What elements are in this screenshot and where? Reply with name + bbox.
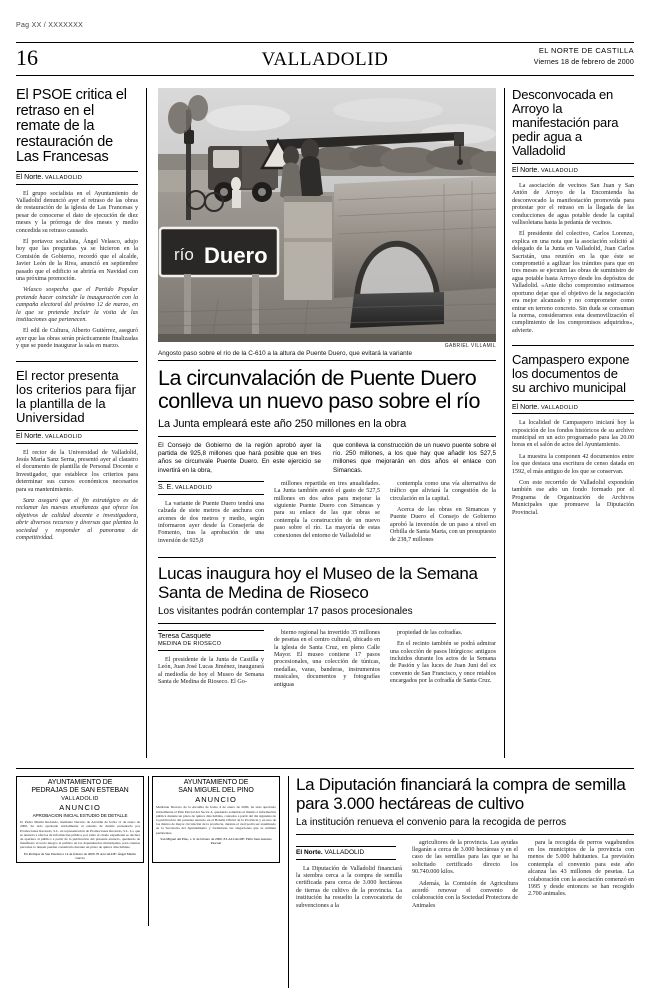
paragraph: El grupo socialista en el Ayuntamiento de Valladolid denunció ayer el retraso de las obras de restauración de la iglesia de Las Francesas y pesar de conocerse el dato de ejecución de diez meses y la prórroga de dos meses y medio concedida su retraso causado. <box>16 190 138 234</box>
lead-left: El Consejo de Gobierno de la región aprobó ayer la partida de 925,8 millones que hará posible que en tres años se circunvale Puente Duero. En este ejercicio se invertirá en la obra, <box>158 442 321 474</box>
byline-author: El Norte. <box>16 174 44 181</box>
bottom-column-rule <box>288 776 289 988</box>
body-text <box>158 657 264 687</box>
headline-campaspero: Campaspero expone los documentos de su archivo municipal <box>512 352 630 396</box>
svg-text:río: río <box>174 245 194 264</box>
rule <box>158 623 496 624</box>
byline-campaspero <box>512 400 634 414</box>
paragraph: agricultores de la provincia. Las ayudas llegarán a cerca de 3.000 hectáreas y en el caso de las semillas para las que se ha solicitado certificado directo los 90.740.000 kilos. <box>412 839 518 876</box>
body-psoe <box>16 191 138 351</box>
lead-right: que conlleva la construcción de un nuevo puente sobre el río. 250 millones, a los que hay que añadir los 527,5 millones que mejorarán en dos años el enlace con Simancas. <box>333 442 496 474</box>
ad-title2: PEDRAJAS DE SAN ESTEBAN <box>31 787 129 795</box>
byline-circunvalacion <box>158 481 264 495</box>
subhead-museo: Los visitantes podrán contemplar 17 pasos procesionales <box>158 606 413 618</box>
paper-info <box>534 46 634 68</box>
ad-kind: ANUNCIO <box>59 802 101 812</box>
ad-subject: APROBACION INICIAL ESTUDIO DE DETALLE <box>32 812 128 818</box>
photo-credit: GABRIEL VILLAMIL <box>444 343 496 349</box>
paragraph: bierno regional ha invertido 35 millones de pesetas en el centro cultural, ubicado en la iglesia de Santa Cruz, en pleno Calle Mayor. El museo contiene 17 pasos procesionales, una colección de túnicas, medallas, varas, banderas, instrumentos musicales, documentos y fotografías antiguas <box>274 629 380 688</box>
article-circunvalacion <box>158 367 496 549</box>
body-col-2 <box>412 840 518 915</box>
paragraph: contempla como una vía alternativa de tráfico que aliviará la congestión de la circulación en la capital. <box>390 480 496 502</box>
official-ads <box>16 776 284 863</box>
byline-location: VALLADOLID <box>541 167 579 174</box>
headline-museo: Lucas inaugura hoy el Museo de la Semana Santa de Medina de Rioseco <box>158 564 478 602</box>
ad-kind: ANUNCIO <box>195 795 237 805</box>
body-col-1 <box>158 481 264 549</box>
paragraph: La variante de Puente Duero tendrá una calzada de siete metros de anchura con arcenes de dos metros y medio, según informaron ayer desde la Consejería de Fomento, tras la aprobación de una inversión de 925,8 <box>158 500 264 544</box>
ad-body-text: D. Pedro Martín Redondo, mediante Decreto de Alcaldía de fecha 11 de enero de 2000, ha sido aprobado inicialmente el estudio de detalle presentado por Promociones Recaudo, S.L. en representación de Promociones Recaudo, S.L. Lo que se anuncia a efectos de información pública, por tanto el citado expediente se declara de apertura al público a partir de la publicación del presente anuncio, quedando de manifiesto el texto íntegro al público en las dependencias municipales, para cuantas personas lo deseen puedan consultarlo durante un plazo de quince días hábiles. <box>20 820 140 850</box>
column-rule-left <box>146 88 147 758</box>
photo-artwork <box>158 88 496 342</box>
ad-body <box>156 805 276 834</box>
ad-province: VALLADOLID <box>61 796 99 803</box>
ad-title: AYUNTAMIENTO DE <box>183 779 249 786</box>
ad-san-miguel <box>152 776 280 863</box>
headline-rector: El rector presenta los criterios para fijar la plantilla de la Universidad <box>16 367 136 425</box>
paper-name: EL NORTE DE CASTILLA <box>538 46 634 55</box>
left-column <box>16 88 138 547</box>
byline-location: VALLADOLID <box>45 175 83 181</box>
column-rule-right <box>504 88 505 758</box>
center-column <box>158 88 496 693</box>
headline-diputacion: La Diputación financiará la compra de semilla para 3.000 hectáreas de cultivo <box>296 775 626 813</box>
article-diputacion <box>296 776 634 914</box>
paragraph: Además, la Comisión de Agricultura acordó renovar el convenio de colaboración con la Sociedad Protectora de Animales <box>412 880 518 909</box>
right-column <box>512 88 634 521</box>
paragraph: La muestra la componen 42 documentos entre los que destaca una escritura de censo datada en 1592, el más antiguo de los que se conservan. <box>512 453 634 475</box>
lead-paragraphs <box>158 442 496 475</box>
body-col-2 <box>274 481 380 549</box>
paragraph: La localidad de Campaspero iniciará hoy la exposición de los fondos históricos de su archivo municipal en un acto programado para las 20.00 horas en el salón de actos del Ayuntamiento. <box>512 420 634 449</box>
subhead-circunvalacion: La Junta empleará este año 250 millones en la obra <box>158 418 407 430</box>
body-col-3 <box>528 840 634 915</box>
body-arroyo <box>512 183 634 335</box>
paper-date: Viernes 18 de febrero de 2000 <box>533 59 634 66</box>
photo-caption: Angosto paso sobre el río de la C-610 a la altura de Puente Duero, que evitará la variante <box>158 349 496 361</box>
ad-title: AYUNTAMIENTO DE <box>47 779 113 786</box>
paragraph: Velasco sospecha que el Partido Popular pretende hacer coincidir la inauguración con la campaña electoral del próximo 12 de marzo, en la que se pretende incluir la visita de las instituciones que pertenecen. <box>16 287 138 323</box>
paragraph: La asociación de vecinos San Juan y San Antón de Arroyo de la Encomienda ha desconvocado la manifestación promovida para protestar por el retraso en la llegada de las conducciones de agua potable desde la capital vallisoletana hasta la pedanía de vecinos. <box>512 183 634 227</box>
paragraph: El rector de la Universidad de Valladolid, Jesús María Sanz Serna, presentó ayer al claustro el documento de plantilla de Personal Docente e Investigador, que establece los criterios para determinar sus cursos económicos necesarios para su mantenimiento. <box>16 449 138 493</box>
byline-location: MEDINA DE RIOSECO <box>158 641 222 648</box>
photo-puente-duero <box>158 88 496 342</box>
paragraph: El edil de Cultura, Alberto Gutiérrez, aseguró ayer que las obras serán prácticamente finalizadas y que se puede inaugurar la sala en marzo. <box>16 328 138 350</box>
paragraph: para la recogida de perros vagabundos en los municipios de la provincia con menos de 5.000 habitantes. La previsión contempla el convenio para este año alcanza las 43 millones de pesetas. La colaboración con la asociación comenzó en 1995 y desde entonces se han recogido 2.700 animales. <box>528 839 634 898</box>
byline-location: VALLADOLID <box>175 485 213 492</box>
bottom-separator <box>16 768 634 769</box>
byline-author: El Norte. <box>512 166 540 174</box>
headline-psoe: El PSOE critica el retraso en el remate de la restauración de Las Francesas <box>16 87 127 165</box>
byline-rector <box>16 430 138 444</box>
body-diputacion <box>296 840 634 915</box>
body-museo <box>158 630 496 693</box>
article-museo <box>158 557 496 693</box>
ad-body-text: Mediante Decreto de la Alcaldía de fecha 4 de enero de 2000, ha sido aprobado inicialmente el Plan Parcial del Sector 4, quedando sometido el mismo a información pública durante un plazo de quince días hábiles, contados a partir del día siguiente de la publicación del presente anuncio en el Boletín Oficial de la Provincia y en uno de los diarios de mayor circulación de la provincia, durante el cual podrá ser examinado en la Secretaría del Ayuntamiento y formularse las alegaciones que se estimen pertinentes. <box>156 805 276 835</box>
subhead-diputacion: La institución renueva el convenio para la recogida de perros <box>296 817 567 828</box>
body-col-1 <box>296 840 402 915</box>
body-rector <box>16 450 138 543</box>
byline-author: El Norte. <box>296 849 323 856</box>
paragraph: El portavoz socialista, Ángel Velasco, adujo hoy que las preguntas ya se hicieron en la Comisión de Gobierno, recordó que el alcalde, Javier León de la Riva, anunció en septiembre pasado que el edificio se abriría en Navidad con una próxima promoción. <box>16 238 138 282</box>
byline-author: El Norte. <box>16 433 44 441</box>
body-text <box>158 501 264 545</box>
byline-author: El Norte. <box>512 403 540 411</box>
paragraph: millones repartida en tres anualidades. La Junta también anotó el gasto de 527,5 millones en dos años para mejorar la siguiente Puente Duero con Simancas y para su enlace de las que obras se contempla la construcción de un nuevo paso sobre el río. La mayoría de estas conexiones del entorno de Valladolid se <box>274 480 380 539</box>
svg-text:Duero: Duero <box>204 243 268 268</box>
article-psoe <box>16 88 138 351</box>
article-rector <box>16 361 138 543</box>
page-slug: Pag XX / XXXXXXX <box>16 22 84 29</box>
page-folio: 16 <box>16 45 38 70</box>
masthead <box>16 42 634 76</box>
ad-footer: San Miguel del Pino, a 11 de febrero de 2000. EL ALCALDE: Félix Juan Antonio Pascual <box>160 836 272 845</box>
headline-circunvalacion: La circunvalación de Puente Duero conlleva un nuevo paso sobre el río <box>158 366 480 413</box>
byline-psoe <box>16 171 138 185</box>
ad-footer: En Pedrajas de San Esteban a 14 de febrero de 2000. El ALCALDE: Ángel Martín García <box>24 851 136 860</box>
rule <box>158 436 496 437</box>
byline-author: Teresa Casquete <box>158 633 211 641</box>
paragraph: El presidente del colectivo, Carlos Lorenzo, explica en una nota que la asociación solicitó al delegado de la Junta en Valladolid, Juan Carlos Sacristán, una reunión en la que éste se comprometió a agilizar los trámites para que en tres meses se ejecuten las obras de suministro de agua potable hasta Arroyo desde los depósitos de Valladolid. «Ante dicho compromiso estimamos oportuno dejar que el objetivo de la negociación era mejor alcanzado y no comprometer como entrar en terreno concreto. Sin duda se consuman la norma, considerarnos esta desmovilización el cumplimiento de los compromisos adquiridos», advierte. <box>512 231 634 334</box>
article-arroyo <box>512 88 634 335</box>
byline-location: VALLADOLID <box>45 434 83 441</box>
paragraph: Sanz aseguró que el fin estratégico es de reclamar las nuevas enseñanzas que ofrece los objetivos de calidad docente e investigadora, abrir diversos recursos y diversas que plantea la sociedad y responder al panorama de competitividad. <box>16 498 138 542</box>
rule <box>296 834 634 835</box>
body-col-3 <box>390 481 496 549</box>
section-title: VALLADOLID <box>261 49 389 70</box>
body-col-1 <box>158 630 264 693</box>
byline-location: VALLADOLID <box>541 404 579 411</box>
paragraph: propiedad de las cofradías. <box>397 629 463 636</box>
body-circunvalacion <box>158 481 496 549</box>
paragraph: El presidente de la Junta de Castilla y León, Juan José Lucas Jiménez, inaugurará al mediodía de hoy el Museo de Semana Santa de Medina de Rioseco. El Go- <box>158 656 264 685</box>
article-campaspero <box>512 345 634 517</box>
paragraph: La Diputación de Valladolid financiará la siembra cerca a la compra de semilla certificada para cerca de 3.000 hectáreas de tierras de cultivo de la provincia. La institución ha resuelto la convocatoria de subvenciones a la <box>296 865 402 909</box>
body-text <box>296 866 402 910</box>
ad-pedrajas <box>16 776 144 863</box>
byline-diputacion <box>296 846 396 860</box>
byline-arroyo <box>512 163 634 177</box>
paragraph: Con este recorrido de Valladolid expondrán también ese año un fondo formado por el Programa de Organización de Archivos Municipales que promueve la Diputación Provincial. <box>512 479 634 516</box>
byline-location: VALLADOLID <box>324 849 365 856</box>
byline-author: S. E. <box>158 484 174 492</box>
paragraph: Acerca de las obras en Simancas y Puente Duero el Consejo de Gobierno aprobó la inversión de un paso a nivel en Orbilla de Santa Marta, con un presupuesto de 238,7 millones <box>390 507 496 543</box>
body-campaspero <box>512 420 634 517</box>
ad-title2: SAN MIGUEL DEL PINO <box>178 787 254 795</box>
body-col-3 <box>390 630 496 693</box>
ad-body <box>20 820 140 849</box>
byline-museo <box>158 630 264 651</box>
paragraph: En el recinto también se podrá admirar una colección de pasos litúrgicos: antiguos incluidos durante los actos de la Semana de Pasión y las luces de Juan Juni del ex convento de San Francisco, y once retablos encargados por la cofradía de Santa Cruz. <box>390 641 496 685</box>
headline-arroyo: Desconvocada en Arroyo la manifestación para pedir agua a Valladolid <box>512 87 619 158</box>
body-col-2 <box>274 630 380 693</box>
